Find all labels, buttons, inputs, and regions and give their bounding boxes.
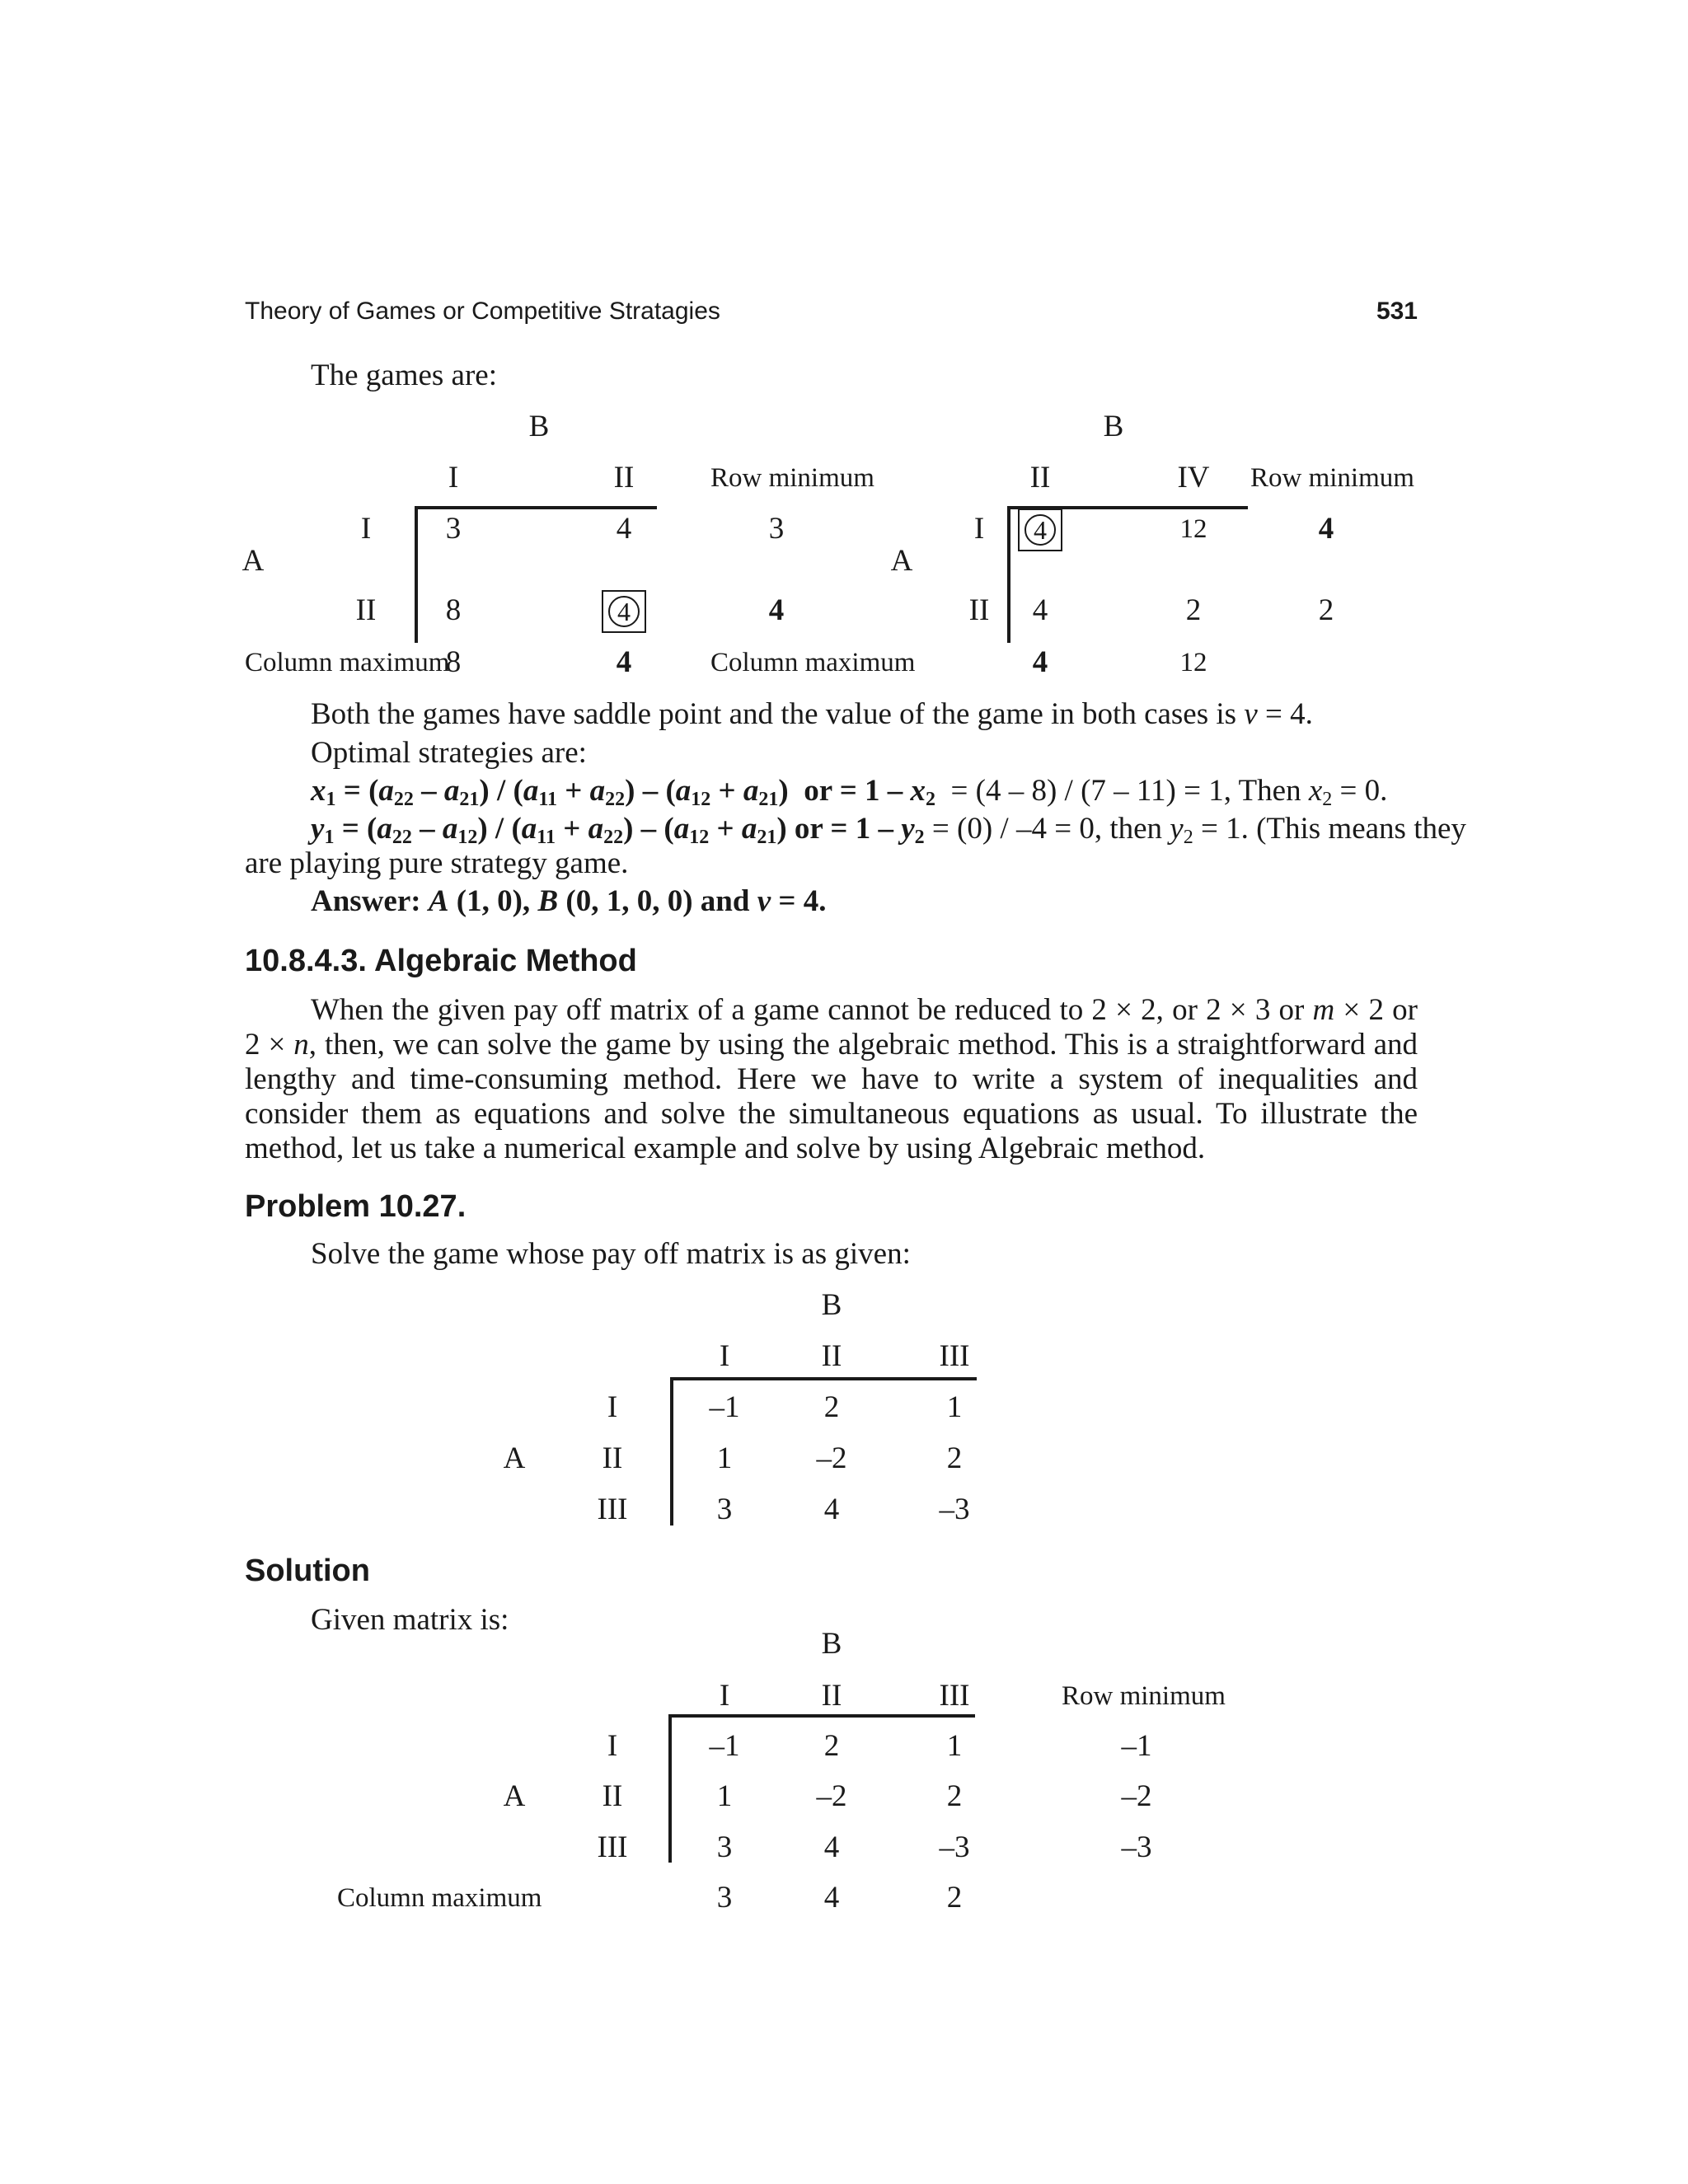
solution-col-player: B	[821, 1627, 842, 1661]
problem-col-header: I	[719, 1339, 730, 1373]
problem-top-rule	[670, 1377, 977, 1380]
solution-given: Given matrix is:	[311, 1603, 509, 1637]
game2-cell: 4	[1032, 593, 1048, 627]
solution-col-max-label: Column maximum	[337, 1883, 542, 1913]
game2-col-max-label: Column maximum	[710, 648, 916, 677]
solution-col-header: II	[821, 1679, 842, 1713]
solution-row-min: –2	[1121, 1779, 1152, 1813]
game1-row-label: I	[360, 512, 372, 546]
problem-col-header: II	[821, 1339, 842, 1373]
page-number: 531	[1376, 298, 1418, 325]
game1-cell: 8	[445, 593, 462, 627]
game2-col-max: 12	[1179, 648, 1207, 677]
answer-text: Answer: A (1, 0), B (0, 1, 0, 0) and v = 4.	[311, 884, 827, 918]
solution-top-rule	[668, 1714, 975, 1718]
solution-cell: –1	[709, 1729, 740, 1763]
solution-row-min: –1	[1121, 1729, 1152, 1763]
solution-cell: –2	[816, 1779, 847, 1813]
running-header: Theory of Games or Competitive Stratagies	[245, 298, 720, 325]
problem-cell: –2	[816, 1441, 847, 1475]
solution-col-header: III	[939, 1679, 970, 1713]
game1-top-rule	[415, 506, 657, 509]
solution-col-max: 2	[946, 1881, 963, 1915]
solution-row-label: I	[607, 1729, 618, 1763]
solution-col-max: 4	[823, 1881, 840, 1915]
optimal-text: Optimal strategies are:	[311, 736, 587, 770]
solution-heading: Solution	[245, 1554, 370, 1588]
game2-row-label: II	[968, 593, 990, 627]
game1-col-header: II	[613, 461, 635, 494]
problem-row-label: II	[602, 1441, 623, 1475]
game1-row-player: A	[241, 544, 265, 578]
saddle-circle: 4	[608, 596, 640, 627]
solution-row-label: III	[597, 1830, 628, 1864]
solution-col-max: 3	[716, 1881, 733, 1915]
saddle-circle: 4	[1025, 514, 1056, 546]
solution-cell: 3	[716, 1830, 733, 1864]
problem-heading: Problem 10.27.	[245, 1189, 467, 1224]
problem-col-player: B	[821, 1288, 842, 1322]
solution-cell: 2	[823, 1729, 840, 1763]
game1-col-max: 8	[445, 645, 462, 679]
solution-left-rule	[668, 1714, 672, 1863]
game1-row-min: 4	[768, 593, 785, 627]
solution-row-min-header: Row minimum	[1062, 1681, 1226, 1711]
problem-cell: 2	[946, 1441, 963, 1475]
game2-cell: 12	[1179, 514, 1207, 544]
game1-row-min-header: Row minimum	[710, 463, 874, 493]
intro-text: The games are:	[311, 359, 497, 392]
y1-formula: $y_1 = (a_{22} - a_{12}) / (a_{11} + a_{22}) - (a_{12} + a_{21})$ or = $1 - y_2 = (0) / -4 = 0$, then $y_2 = 1$. (This means they	[311, 812, 1466, 848]
y1-formula-continued: are playing pure strategy game.	[245, 846, 629, 880]
problem-left-rule	[670, 1377, 673, 1526]
problem-row-label: I	[607, 1390, 618, 1424]
problem-cell: 3	[716, 1493, 733, 1526]
game2-row-min: 4	[1318, 512, 1334, 546]
game1-col-header: I	[448, 461, 459, 494]
game2-col-header: IV	[1177, 461, 1210, 494]
game2-row-label: I	[973, 512, 985, 546]
game1-cell: 3	[445, 512, 462, 546]
game1-col-player: B	[528, 410, 550, 443]
game1-row-label: II	[355, 593, 377, 627]
game1-col-max: 4	[616, 645, 632, 679]
solution-cell: –3	[939, 1830, 970, 1864]
saddle-box	[1018, 509, 1062, 551]
solution-row-label: II	[602, 1779, 623, 1813]
solution-col-header: I	[719, 1679, 730, 1713]
problem-cell: 2	[823, 1390, 840, 1424]
game2-row-min-header: Row minimum	[1250, 463, 1414, 493]
section-heading: 10.8.4.3. Algebraic Method	[245, 944, 637, 978]
game2-saddle-point	[1018, 509, 1062, 551]
game1-left-rule	[415, 506, 418, 643]
problem-row-player: A	[503, 1441, 526, 1475]
game2-cell: 2	[1185, 593, 1202, 627]
game2-row-player: A	[890, 544, 913, 578]
problem-cell: 1	[716, 1441, 733, 1475]
solution-cell: 4	[823, 1830, 840, 1864]
both-games-text: Both the games have saddle point and the value of the game in both cases is v = 4.	[311, 697, 1313, 731]
section-paragraph: When the given pay off matrix of a game cannot be reduced to 2 × 2, or 2 × 3 or m × 2 or 2 × n, then, we can solve the game by using the algebraic method. This is a straightforward and lengthy and time-consuming method. Here we have to write a system of inequalities and consider them as equations and solve the simultaneous equations as usual. To illustrate the method, let us take a numerical example and solve by using Algebraic method.	[245, 993, 1418, 1165]
problem-statement: Solve the game whose pay off matrix is as given:	[311, 1237, 911, 1271]
game1-col-max-label: Column maximum	[245, 648, 450, 677]
game1-cell: 4	[616, 512, 632, 546]
game1-saddle-point	[602, 590, 646, 633]
problem-cell: 1	[946, 1390, 963, 1424]
game2-left-rule	[1007, 506, 1010, 643]
problem-col-header: III	[939, 1339, 970, 1373]
game2-row-min: 2	[1318, 593, 1334, 627]
game2-col-header: II	[1029, 461, 1051, 494]
x1-formula: $x_1 = (a_{22} - a_{21}) / (a_{11} + a_{22}) - (a_{12} + a_{21})$ or = $1 - x_2 = (4 - 8) / (7 - 11) = 1$, Then $x_2 = 0$.	[311, 774, 1388, 810]
problem-cell: –3	[939, 1493, 970, 1526]
saddle-box	[602, 590, 646, 633]
problem-cell: –1	[709, 1390, 740, 1424]
problem-row-label: III	[597, 1493, 628, 1526]
game2-col-player: B	[1103, 410, 1124, 443]
solution-cell: 1	[946, 1729, 963, 1763]
game2-col-max: 4	[1032, 645, 1048, 679]
game1-row-min: 3	[768, 512, 785, 546]
solution-row-min: –3	[1121, 1830, 1152, 1864]
solution-row-player: A	[503, 1779, 526, 1813]
solution-cell: 2	[946, 1779, 963, 1813]
problem-cell: 4	[823, 1493, 840, 1526]
solution-cell: 1	[716, 1779, 733, 1813]
